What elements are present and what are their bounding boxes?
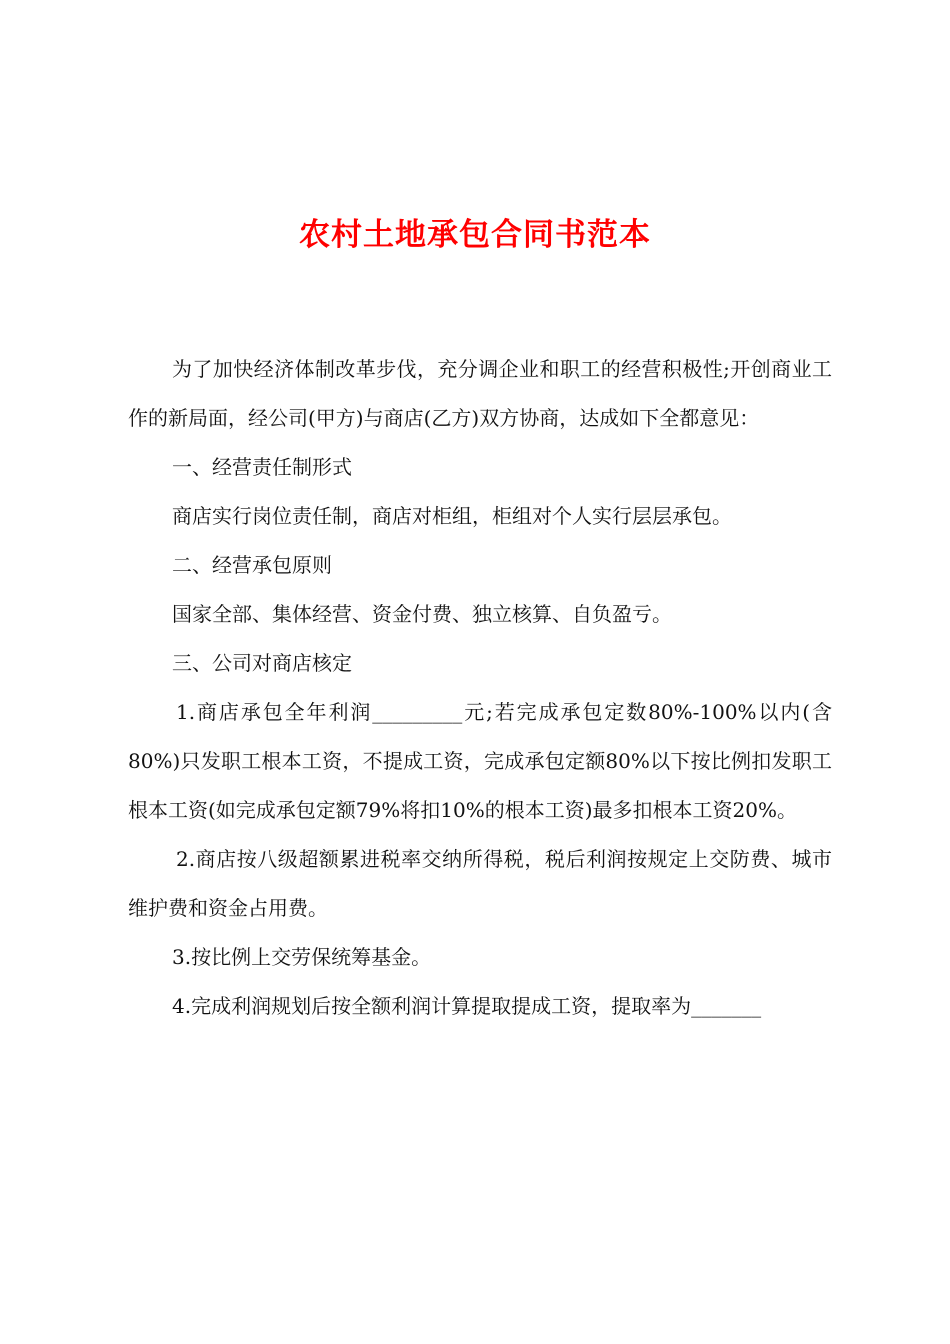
clause-1-paragraph: 1.商店承包全年利润_________元;若完成承包定数80%-100%以内(含80%)只发职工根本工资，不提成工资，完成承包定额80%以下按比例扣发职工根本工资(如完成承包定额79%将扣10%的根本工资)最多扣根本工资20%。 [128, 700, 832, 822]
document-title: 农村土地承包合同书范本 [299, 217, 651, 253]
section-1-paragraph: 商店实行岗位责任制，商店对柜组，柜组对个人实行层层承包。 [172, 504, 732, 528]
intro-paragraph: 为了加快经济体制改革步伐，充分调企业和职工的经营积极性;开创商业工作的新局面，经公司(甲方)与商店(乙方)双方协商，达成如下全都意见： [128, 357, 832, 430]
section-2-paragraph: 国家全部、集体经营、资金付费、独立核算、自负盈亏。 [172, 602, 672, 626]
clause-3-paragraph: 3.按比例上交劳保统筹基金。 [172, 945, 432, 969]
section-heading-3: 三、公司对商店核定 [172, 651, 352, 675]
clause-2-paragraph: 2.商店按八级超额累进税率交纳所得税，税后利润按规定上交防费、城市维护费和资金占用费。 [128, 847, 832, 920]
section-heading-2: 二、经营承包原则 [172, 553, 332, 577]
clause-4-paragraph: 4.完成利润规划后按全额利润计算提取提成工资，提取率为_______ [172, 994, 762, 1018]
section-heading-1: 一、经营责任制形式 [172, 455, 352, 479]
document-body [128, 345, 832, 1031]
